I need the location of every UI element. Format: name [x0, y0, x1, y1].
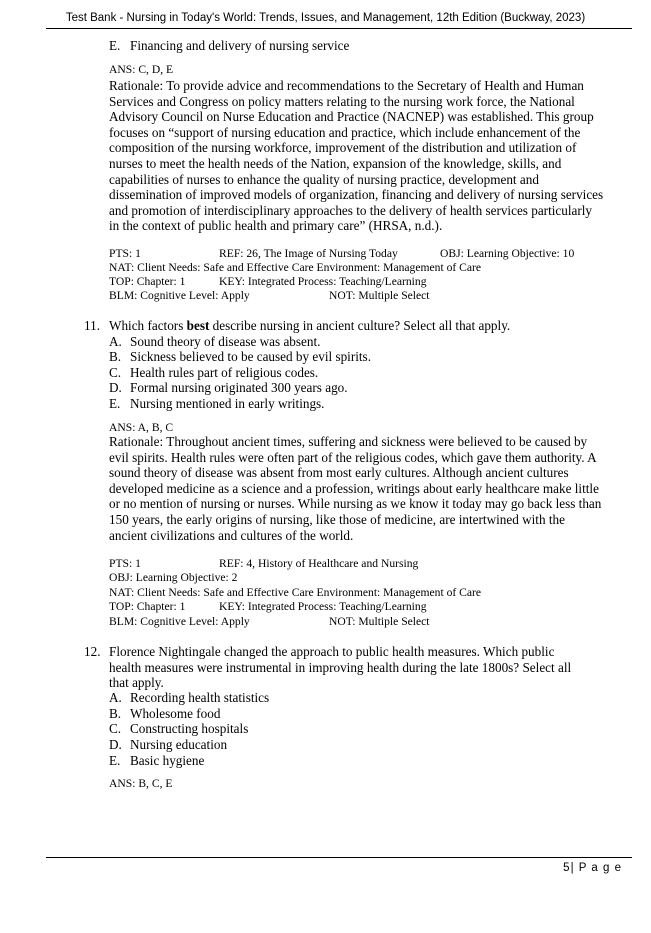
q12-option-c-letter: C. [109, 721, 122, 736]
q12-option-b-text: Wholesome food [130, 706, 221, 721]
q10-obj: OBJ: Learning Objective: 10 [440, 247, 575, 260]
q10-rationale: Rationale: To provide advice and recommendations to the Secretary of Health and Human Services and Congress on policy matters relating to the nursing work force, the National Advisory Council on Nurse Education and Practice (NACNEP) was established. This group focuses on “support of nursing education and practice, which include enhancement of the composition of the nursing workforce, improvement of the distribution and utilization of nurses to meet the health needs of the Nation, expansion of the knowledge, skills, and capabilities of nurses to enhance the quality of nursing practice, development and dissemination of improved models of organization, financing and delivery of nursing services and promotion of interdisciplinary approaches to the delivery of health services particularly in the context of public health and primary care” (HRSA, n.d.). [109, 78, 604, 234]
q11-option-d-letter: D. [109, 380, 122, 395]
q11-stem-pre: Which factors [109, 318, 187, 333]
q11-option-a-letter: A. [109, 334, 122, 349]
q11-top: TOP: Chapter: 1 [109, 600, 186, 613]
q11-ref: REF: 4, History of Healthcare and Nursing [219, 557, 419, 570]
q11-stem-post: describe nursing in ancient culture? Select all that apply. [209, 318, 511, 333]
document-header: Test Bank - Nursing in Today's World: Trends, Issues, and Management, 12th Edition (Buckway, 2023) [65, 12, 586, 24]
page-label: | P a g e [570, 862, 622, 874]
q11-rationale: Rationale: Throughout ancient times, suffering and sickness were believed to be caused by evil spirits. Health rules were often part of the religious codes, which gave them authority. A sound theory of disease was absent from most early cultures. Although ancient cultures developed medicine as a science and a profession, writings about early healthcare make little or no mention of nursing or nurses. While nursing as we know it today may go back less than 150 years, the early origins of nursing, like those of medicine, are intertwined with the ancient civilizations and cultures of the world. [109, 434, 602, 543]
q11-option-b-letter: B. [109, 349, 122, 364]
q10-option-e-text: Financing and delivery of nursing service [130, 38, 350, 53]
page-footer [563, 862, 622, 874]
q11-number: 11. [84, 318, 100, 333]
q11-option-c-letter: C. [109, 365, 122, 380]
q12-option-d-text: Nursing education [130, 737, 228, 752]
q12-option-a-text: Recording health statistics [130, 690, 270, 705]
q12-option-e-text: Basic hygiene [130, 753, 205, 768]
q11-not: NOT: Multiple Select [329, 615, 430, 628]
q11-option-e-text: Nursing mentioned in early writings. [130, 396, 325, 411]
q10-key: KEY: Integrated Process: Teaching/Learning [219, 275, 427, 288]
q11-stem-bold: best [186, 318, 210, 333]
q12-option-a-letter: A. [109, 690, 122, 705]
q12-option-d-letter: D. [109, 737, 122, 752]
q10-top: TOP: Chapter: 1 [109, 275, 186, 288]
footer-rule [46, 857, 632, 858]
q11-answer: ANS: A, B, C [109, 421, 174, 434]
q11-option-c-text: Health rules part of religious codes. [130, 365, 319, 380]
q11-nat: NAT: Client Needs: Safe and Effective Care Environment: Management of Care [109, 586, 482, 599]
q11-option-e-letter: E. [109, 396, 121, 411]
q10-not: NOT: Multiple Select [329, 289, 430, 302]
q12-option-c-text: Constructing hospitals [130, 721, 249, 736]
q10-option-e-letter: E. [109, 38, 121, 53]
q11-option-b-text: Sickness believed to be caused by evil spirits. [130, 349, 371, 364]
page-number: 5 [563, 862, 571, 874]
q11-key: KEY: Integrated Process: Teaching/Learning [219, 600, 427, 613]
q11-blm: BLM: Cognitive Level: Apply [109, 615, 250, 628]
q12-option-e-letter: E. [109, 753, 121, 768]
q10-nat: NAT: Client Needs: Safe and Effective Care Environment: Management of Care [109, 261, 482, 274]
q12-answer: ANS: B, C, E [109, 777, 173, 790]
q12-stem: Florence Nightingale changed the approach to public health measures. Which public health measures were instrumental in improving health during the late 1800s? Select all that apply. [109, 644, 572, 691]
q10-ref: REF: 26, The Image of Nursing Today [219, 247, 398, 260]
header-rule [46, 28, 632, 29]
q10-answer: ANS: C, D, E [109, 63, 174, 76]
q11-stem [109, 318, 510, 334]
q11-option-d-text: Formal nursing originated 300 years ago. [130, 380, 348, 395]
q10-pts: PTS: 1 [109, 247, 141, 260]
q11-option-a-text: Sound theory of disease was absent. [130, 334, 321, 349]
q11-pts: PTS: 1 [109, 557, 141, 570]
q12-option-b-letter: B. [109, 706, 122, 721]
q11-obj: OBJ: Learning Objective: 2 [109, 571, 238, 584]
q12-number: 12. [84, 644, 101, 659]
q10-blm: BLM: Cognitive Level: Apply [109, 289, 250, 302]
